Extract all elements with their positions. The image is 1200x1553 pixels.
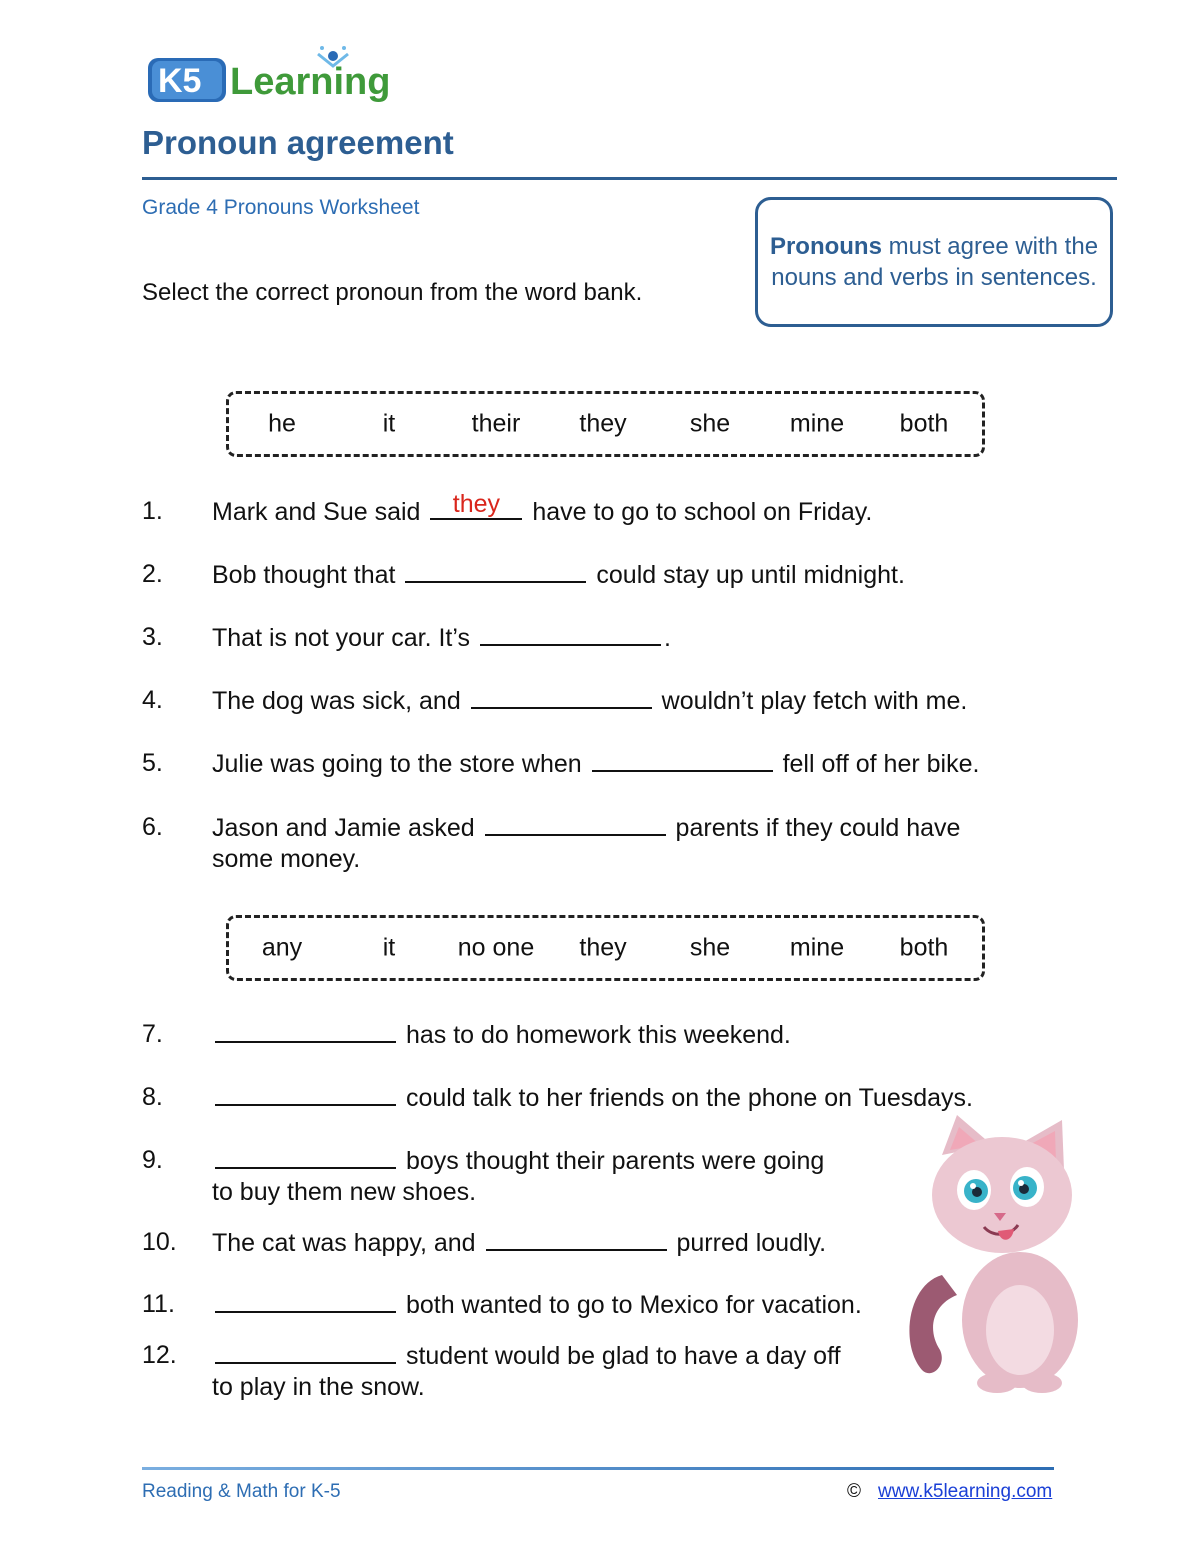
question-number: 3. (142, 623, 163, 651)
answer-blank[interactable] (215, 1287, 396, 1313)
word-bank-2 (226, 915, 985, 981)
word-bank-word: they (579, 933, 627, 962)
answer-blank[interactable] (405, 557, 586, 583)
question-number: 2. (142, 560, 163, 588)
question-number: 9. (142, 1146, 163, 1174)
question-text-after: student would be glad to have a day off (399, 1342, 841, 1370)
question-text (212, 620, 671, 654)
question-number: 4. (142, 686, 163, 714)
question-number: 6. (142, 813, 163, 841)
footer-tagline: Reading & Math for K-5 (142, 1481, 341, 1502)
question-text-before: Mark and Sue said (212, 498, 428, 526)
sample-answer: they (452, 490, 501, 518)
question-number: 8. (142, 1083, 163, 1111)
question-text-before: The dog was sick, and (212, 687, 468, 715)
tip-rest: must agree with the nouns and verbs in sentences. (771, 233, 1099, 291)
tip-box (755, 197, 1113, 327)
question-text (212, 810, 960, 875)
answer-blank[interactable] (471, 683, 652, 709)
question-text-after: boys thought their parents were going (399, 1147, 825, 1175)
tip-text (758, 231, 1110, 293)
answer-blank[interactable] (480, 620, 661, 646)
logo-learning-text: Learning (230, 61, 391, 103)
word-bank-word: mine (789, 933, 845, 962)
answer-blank[interactable] (486, 1225, 667, 1251)
question-text (212, 683, 967, 717)
question-text-after: wouldn’t play fetch with me. (654, 687, 968, 715)
logo-k5-text: K5 (158, 62, 202, 100)
question-text-before: Julie was going to the store when (212, 750, 589, 778)
question-text (212, 1338, 841, 1403)
answer-blank[interactable] (485, 810, 666, 836)
website-link[interactable]: www.k5learning.com (878, 1481, 1053, 1502)
question-text-after: both wanted to go to Mexico for vacation. (399, 1291, 862, 1319)
question-text-after: has to do homework this weekend. (399, 1021, 791, 1049)
question-text-before: That is not your car. It’s (212, 624, 477, 652)
question-number: 12. (142, 1341, 177, 1369)
question-text (212, 1225, 826, 1259)
cat-illustration (902, 1115, 1098, 1395)
word-bank-word: they (579, 409, 627, 438)
word-bank-word: both (899, 409, 949, 438)
word-bank-word: mine (789, 409, 845, 438)
question-text-after: purred loudly. (669, 1229, 827, 1257)
question-text (212, 746, 979, 780)
answer-blank[interactable] (215, 1017, 396, 1043)
question-text-before: Jason and Jamie asked (212, 814, 482, 842)
question-text-line2: to play in the snow. (212, 1373, 425, 1401)
word-bank-word: it (382, 409, 396, 438)
page-title: Pronoun agreement (142, 124, 454, 161)
instructions-text: Select the correct pronoun from the word bank. (142, 279, 643, 306)
question-number: 10. (142, 1228, 177, 1256)
answer-blank[interactable] (592, 746, 773, 772)
title-divider (142, 177, 1117, 180)
word-bank-word: it (382, 933, 396, 962)
question-number: 5. (142, 749, 163, 777)
question-text-after: have to go to school on Friday. (525, 498, 873, 526)
question-text (212, 1143, 824, 1208)
question-text-before: The cat was happy, and (212, 1229, 483, 1257)
word-bank-word: he (268, 409, 296, 438)
word-bank-word: their (471, 409, 521, 438)
word-bank-word: she (689, 933, 731, 962)
question-text (212, 1080, 973, 1114)
question-number: 7. (142, 1020, 163, 1048)
word-bank-word: no one (457, 933, 535, 962)
question-text-after: could stay up until midnight. (589, 561, 905, 589)
question-text-after: could talk to her friends on the phone on Tuesdays. (399, 1084, 973, 1112)
question-number: 11. (142, 1290, 175, 1318)
question-text (212, 1017, 791, 1051)
worksheet-subtitle: Grade 4 Pronouns Worksheet (142, 196, 420, 219)
word-bank-1 (226, 391, 985, 457)
word-bank-word: any (261, 933, 303, 962)
tip-bold: Pronouns (769, 233, 882, 260)
question-text-after: parents if they could have (668, 814, 961, 842)
question-text-line2: some money. (212, 845, 361, 873)
answer-blank[interactable] (215, 1143, 396, 1169)
k5-learning-logo (146, 44, 402, 108)
question-text (212, 1287, 862, 1321)
word-bank-word: both (899, 933, 949, 962)
question-text-before: Bob thought that (212, 561, 403, 589)
question-text-after: fell off of her bike. (775, 750, 980, 778)
answer-blank[interactable] (215, 1080, 396, 1106)
question-number: 1. (142, 497, 163, 525)
copyright-symbol: © (847, 1481, 861, 1502)
question-text-after: . (663, 624, 671, 652)
question-text (212, 490, 873, 528)
footer-divider (142, 1467, 1054, 1470)
answer-blank[interactable] (430, 490, 522, 520)
answer-blank[interactable] (215, 1338, 396, 1364)
word-bank-word: she (689, 409, 731, 438)
question-text-line2: to buy them new shoes. (212, 1178, 477, 1206)
question-text (212, 557, 905, 591)
